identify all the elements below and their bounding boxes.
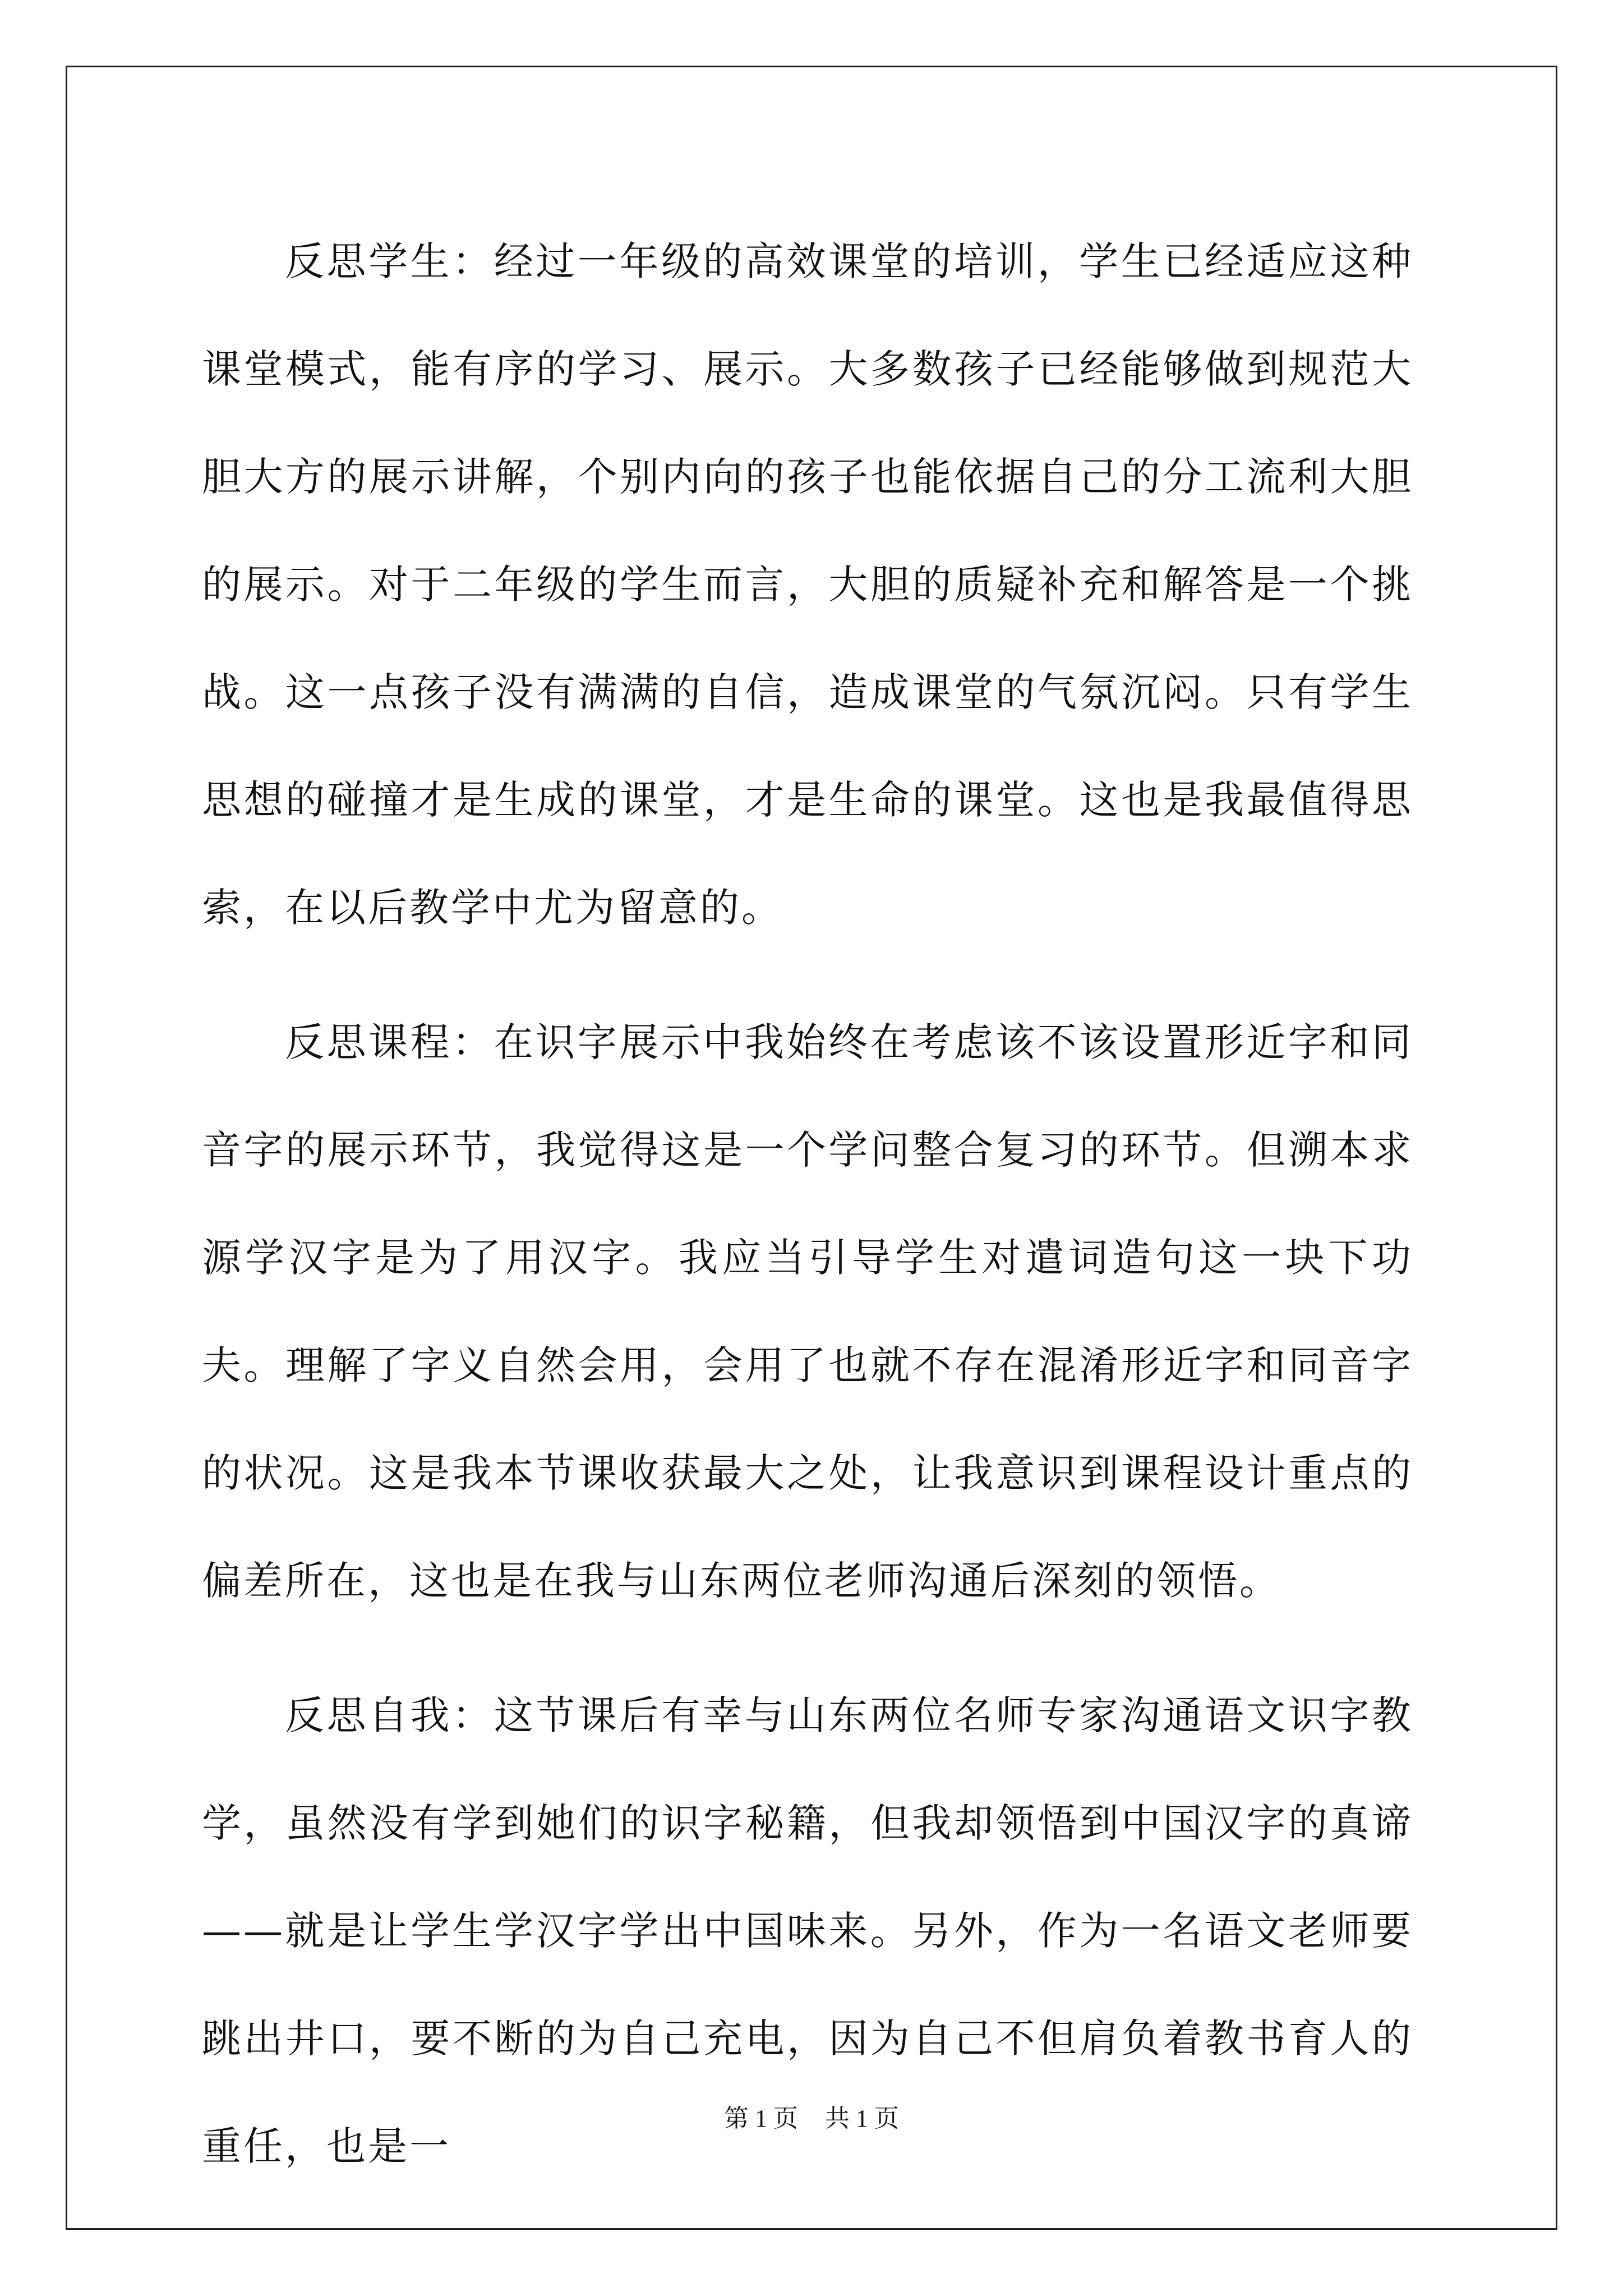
paragraph-reflect-course: 反思课程：在识字展示中我始终在考虑该不该设置形近字和同音字的展示环节，我觉得这是一个学问整合复习的环节。但溯本求源学汉字是为了用汉字。我应当引导学生对遣词造句这一块下功夫。理解了字义自然会用，会用了也就不存在混淆形近字和同音字的状况。这是我本节课收获最大之处，让我意识到课程设计重点的偏差所在，这也是在我与山东两位老师沟通后深刻的领悟。 — [202, 1019, 1413, 1604]
page-footer — [0, 2098, 1623, 2134]
paragraph-reflect-self: 反思自我：这节课后有幸与山东两位名师专家沟通语文识字教学，虽然没有学到她们的识字秘籍，但我却领悟到中国汉字的真谛——就是让学生学汉字学出中国味来。另外，作为一名语文老师要跳出井口，要不断的为自己充电，因为自己不但肩负着教书育人的重任，也是一 — [202, 1692, 1413, 2169]
page-number: 第 1 页 — [724, 2105, 798, 2132]
paragraph-reflect-students: 反思学生：经过一年级的高效课堂的培训，学生已经适应这种课堂模式，能有序的学习、展示。大多数孩子已经能够做到规范大胆大方的展示讲解，个别内向的孩子也能依据自己的分工流利大胆的展示。对于二年级的学生而言，大胆的质疑补充和解答是一个挑战。这一点孩子没有满满的自信，造成课堂的气氛沉闷。只有学生思想的碰撞才是生成的课堂，才是生命的课堂。这也是我最值得思索，在以后教学中尤为留意的。 — [202, 238, 1413, 931]
page-total: 共 1 页 — [825, 2105, 899, 2132]
document-body — [202, 208, 1413, 2227]
